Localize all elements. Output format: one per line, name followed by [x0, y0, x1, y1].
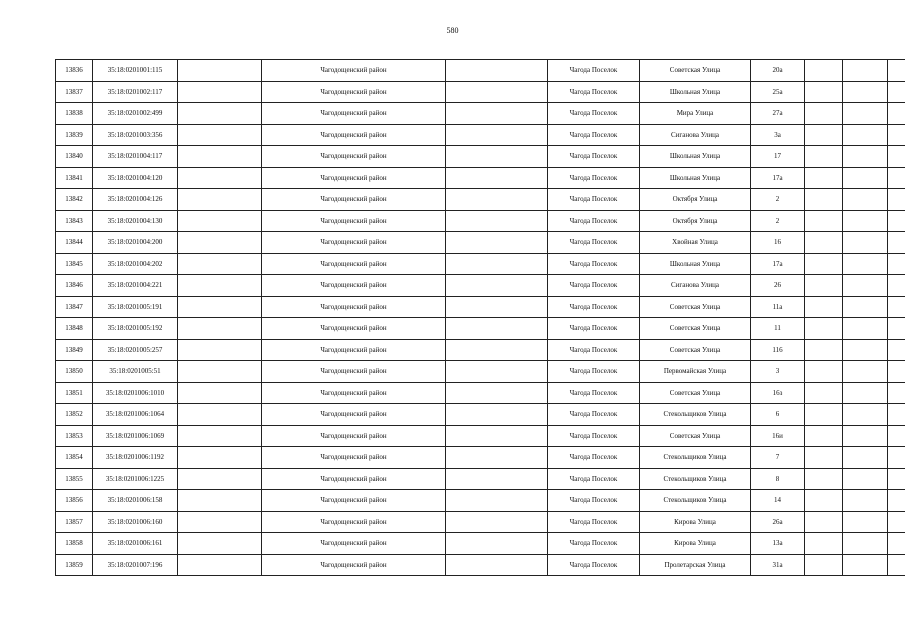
district-cell: Чагодощенский район: [262, 533, 446, 555]
settlement-cell: Чагода Поселок: [548, 296, 640, 318]
record-number-cell: 13849: [56, 339, 93, 361]
table-row: [56, 468, 905, 490]
record-number-cell: 13857: [56, 511, 93, 533]
blank-cell-b-cell: [446, 253, 548, 275]
blank-cell-c-cell: [805, 210, 843, 232]
street-cell: Советская Улица: [640, 425, 751, 447]
blank-cell-a-cell: [178, 167, 262, 189]
blank-cell-d-cell: [843, 339, 888, 361]
blank-cell-a-cell: [178, 296, 262, 318]
blank-cell-b-cell: [446, 361, 548, 383]
blank-cell-e-cell: [888, 382, 905, 404]
house-number-cell: 13а: [751, 533, 805, 555]
table-row: [56, 275, 905, 297]
street-cell: Первомайская Улица: [640, 361, 751, 383]
district-cell: Чагодощенский район: [262, 361, 446, 383]
settlement-cell: Чагода Поселок: [548, 275, 640, 297]
record-number-cell: 13844: [56, 232, 93, 254]
blank-cell-c-cell: [805, 275, 843, 297]
district-cell: Чагодощенский район: [262, 275, 446, 297]
cadastral-number-cell: 35:18:0201006:1192: [93, 447, 178, 469]
record-number-cell: 13852: [56, 404, 93, 426]
blank-cell-e-cell: [888, 425, 905, 447]
page-number: 580: [446, 26, 459, 35]
district-cell: Чагодощенский район: [262, 339, 446, 361]
blank-cell-c-cell: [805, 253, 843, 275]
blank-cell-b-cell: [446, 447, 548, 469]
blank-cell-e-cell: [888, 81, 905, 103]
cadastral-number-cell: 35:18:0201004:202: [93, 253, 178, 275]
blank-cell-e-cell: [888, 447, 905, 469]
blank-cell-b-cell: [446, 318, 548, 340]
record-number-cell: 13851: [56, 382, 93, 404]
blank-cell-d-cell: [843, 210, 888, 232]
settlement-cell: Чагода Поселок: [548, 210, 640, 232]
blank-cell-e-cell: [888, 253, 905, 275]
table-row: [56, 318, 905, 340]
district-cell: Чагодощенский район: [262, 146, 446, 168]
district-cell: Чагодощенский район: [262, 124, 446, 146]
settlement-cell: Чагода Поселок: [548, 81, 640, 103]
blank-cell-d-cell: [843, 124, 888, 146]
blank-cell-c-cell: [805, 232, 843, 254]
district-cell: Чагодощенский район: [262, 425, 446, 447]
district-cell: Чагодощенский район: [262, 554, 446, 576]
table-row: [56, 167, 905, 189]
street-cell: Школьная Улица: [640, 81, 751, 103]
table-row: [56, 490, 905, 512]
record-number-cell: 13839: [56, 124, 93, 146]
district-cell: Чагодощенский район: [262, 382, 446, 404]
record-number-cell: 13846: [56, 275, 93, 297]
blank-cell-b-cell: [446, 81, 548, 103]
cadastral-number-cell: 35:18:0201006:160: [93, 511, 178, 533]
blank-cell-c-cell: [805, 468, 843, 490]
record-number-cell: 13859: [56, 554, 93, 576]
house-number-cell: 3а: [751, 124, 805, 146]
blank-cell-c-cell: [805, 167, 843, 189]
record-number-cell: 13845: [56, 253, 93, 275]
blank-cell-a-cell: [178, 447, 262, 469]
cadastral-number-cell: 35:18:0201006:1225: [93, 468, 178, 490]
table-row: [56, 103, 905, 125]
blank-cell-c-cell: [805, 361, 843, 383]
settlement-cell: Чагода Поселок: [548, 361, 640, 383]
district-cell: Чагодощенский район: [262, 210, 446, 232]
table-row: [56, 554, 905, 576]
blank-cell-d-cell: [843, 81, 888, 103]
house-number-cell: 17: [751, 146, 805, 168]
blank-cell-d-cell: [843, 275, 888, 297]
settlement-cell: Чагода Поселок: [548, 189, 640, 211]
blank-cell-d-cell: [843, 232, 888, 254]
settlement-cell: Чагода Поселок: [548, 167, 640, 189]
blank-cell-a-cell: [178, 425, 262, 447]
blank-cell-d-cell: [843, 189, 888, 211]
blank-cell-c-cell: [805, 81, 843, 103]
blank-cell-d-cell: [843, 318, 888, 340]
cadastral-number-cell: 35:18:0201003:356: [93, 124, 178, 146]
house-number-cell: 16и: [751, 425, 805, 447]
blank-cell-c-cell: [805, 382, 843, 404]
district-cell: Чагодощенский район: [262, 103, 446, 125]
table-row: [56, 124, 905, 146]
record-number-cell: 13842: [56, 189, 93, 211]
blank-cell-a-cell: [178, 511, 262, 533]
cadastral-number-cell: 35:18:0201005:51: [93, 361, 178, 383]
blank-cell-d-cell: [843, 146, 888, 168]
house-number-cell: 6: [751, 404, 805, 426]
table-row: [56, 81, 905, 103]
table-row: [56, 296, 905, 318]
settlement-cell: Чагода Поселок: [548, 60, 640, 82]
cadastral-number-cell: 35:18:0201004:200: [93, 232, 178, 254]
settlement-cell: Чагода Поселок: [548, 318, 640, 340]
blank-cell-b-cell: [446, 232, 548, 254]
street-cell: Мира Улица: [640, 103, 751, 125]
blank-cell-b-cell: [446, 124, 548, 146]
district-cell: Чагодощенский район: [262, 189, 446, 211]
blank-cell-b-cell: [446, 404, 548, 426]
blank-cell-c-cell: [805, 124, 843, 146]
blank-cell-e-cell: [888, 189, 905, 211]
table-row: [56, 232, 905, 254]
blank-cell-c-cell: [805, 146, 843, 168]
settlement-cell: Чагода Поселок: [548, 511, 640, 533]
blank-cell-d-cell: [843, 511, 888, 533]
blank-cell-c-cell: [805, 554, 843, 576]
record-number-cell: 13853: [56, 425, 93, 447]
settlement-cell: Чагода Поселок: [548, 425, 640, 447]
cadastral-number-cell: 35:18:0201006:1010: [93, 382, 178, 404]
settlement-cell: Чагода Поселок: [548, 232, 640, 254]
blank-cell-a-cell: [178, 103, 262, 125]
district-cell: Чагодощенский район: [262, 296, 446, 318]
blank-cell-e-cell: [888, 339, 905, 361]
cadastral-number-cell: 35:18:0201005:191: [93, 296, 178, 318]
blank-cell-c-cell: [805, 103, 843, 125]
blank-cell-d-cell: [843, 60, 888, 82]
cadastral-number-cell: 35:18:0201005:192: [93, 318, 178, 340]
street-cell: Кирова Улица: [640, 511, 751, 533]
blank-cell-b-cell: [446, 425, 548, 447]
blank-cell-a-cell: [178, 318, 262, 340]
district-cell: Чагодощенский район: [262, 232, 446, 254]
table-row: [56, 425, 905, 447]
blank-cell-d-cell: [843, 425, 888, 447]
house-number-cell: 16: [751, 232, 805, 254]
cadastral-number-cell: 35:18:0201007:196: [93, 554, 178, 576]
blank-cell-a-cell: [178, 189, 262, 211]
blank-cell-a-cell: [178, 253, 262, 275]
cadastral-number-cell: 35:18:0201006:158: [93, 490, 178, 512]
settlement-cell: Чагода Поселок: [548, 468, 640, 490]
blank-cell-b-cell: [446, 210, 548, 232]
blank-cell-e-cell: [888, 296, 905, 318]
blank-cell-c-cell: [805, 60, 843, 82]
table-row: [56, 382, 905, 404]
blank-cell-d-cell: [843, 447, 888, 469]
house-number-cell: 14: [751, 490, 805, 512]
settlement-cell: Чагода Поселок: [548, 382, 640, 404]
blank-cell-d-cell: [843, 533, 888, 555]
blank-cell-b-cell: [446, 490, 548, 512]
district-cell: Чагодощенский район: [262, 404, 446, 426]
record-number-cell: 13841: [56, 167, 93, 189]
blank-cell-a-cell: [178, 361, 262, 383]
blank-cell-b-cell: [446, 189, 548, 211]
record-number-cell: 13843: [56, 210, 93, 232]
blank-cell-e-cell: [888, 554, 905, 576]
record-number-cell: 13855: [56, 468, 93, 490]
blank-cell-a-cell: [178, 232, 262, 254]
house-number-cell: 7: [751, 447, 805, 469]
street-cell: Советская Улица: [640, 296, 751, 318]
blank-cell-a-cell: [178, 554, 262, 576]
table-row: [56, 447, 905, 469]
blank-cell-e-cell: [888, 533, 905, 555]
blank-cell-a-cell: [178, 490, 262, 512]
blank-cell-d-cell: [843, 253, 888, 275]
blank-cell-d-cell: [843, 554, 888, 576]
cadastral-number-cell: 35:18:0201002:499: [93, 103, 178, 125]
settlement-cell: Чагода Поселок: [548, 554, 640, 576]
blank-cell-e-cell: [888, 275, 905, 297]
cadastral-number-cell: 35:18:0201006:1064: [93, 404, 178, 426]
street-cell: Школьная Улица: [640, 253, 751, 275]
street-cell: Школьная Улица: [640, 167, 751, 189]
table-row: [56, 533, 905, 555]
registry-body: [56, 60, 905, 576]
street-cell: Хвойная Улица: [640, 232, 751, 254]
record-number-cell: 13856: [56, 490, 93, 512]
street-cell: Стекольщиков Улица: [640, 447, 751, 469]
blank-cell-b-cell: [446, 275, 548, 297]
cadastral-number-cell: 35:18:0201001:115: [93, 60, 178, 82]
house-number-cell: 16з: [751, 382, 805, 404]
table-row: [56, 189, 905, 211]
house-number-cell: 26а: [751, 511, 805, 533]
settlement-cell: Чагода Поселок: [548, 124, 640, 146]
house-number-cell: 2: [751, 189, 805, 211]
house-number-cell: 11а: [751, 296, 805, 318]
blank-cell-e-cell: [888, 490, 905, 512]
blank-cell-e-cell: [888, 60, 905, 82]
blank-cell-a-cell: [178, 124, 262, 146]
settlement-cell: Чагода Поселок: [548, 339, 640, 361]
cadastral-number-cell: 35:18:0201004:130: [93, 210, 178, 232]
settlement-cell: Чагода Поселок: [548, 533, 640, 555]
blank-cell-d-cell: [843, 490, 888, 512]
street-cell: Советская Улица: [640, 60, 751, 82]
registry-table: [55, 59, 905, 576]
record-number-cell: 13838: [56, 103, 93, 125]
blank-cell-a-cell: [178, 382, 262, 404]
blank-cell-a-cell: [178, 275, 262, 297]
settlement-cell: Чагода Поселок: [548, 447, 640, 469]
blank-cell-b-cell: [446, 339, 548, 361]
blank-cell-b-cell: [446, 296, 548, 318]
house-number-cell: 20а: [751, 60, 805, 82]
street-cell: Стекольщиков Улица: [640, 404, 751, 426]
table-row: [56, 60, 905, 82]
record-number-cell: 13836: [56, 60, 93, 82]
table-row: [56, 361, 905, 383]
blank-cell-a-cell: [178, 210, 262, 232]
table-row: [56, 146, 905, 168]
blank-cell-b-cell: [446, 511, 548, 533]
street-cell: Советская Улица: [640, 318, 751, 340]
cadastral-number-cell: 35:18:0201006:161: [93, 533, 178, 555]
settlement-cell: Чагода Поселок: [548, 146, 640, 168]
record-number-cell: 13837: [56, 81, 93, 103]
house-number-cell: 2: [751, 210, 805, 232]
district-cell: Чагодощенский район: [262, 81, 446, 103]
blank-cell-b-cell: [446, 554, 548, 576]
house-number-cell: 3: [751, 361, 805, 383]
house-number-cell: 25а: [751, 81, 805, 103]
blank-cell-a-cell: [178, 404, 262, 426]
house-number-cell: 116: [751, 339, 805, 361]
street-cell: Стекольщиков Улица: [640, 490, 751, 512]
blank-cell-d-cell: [843, 404, 888, 426]
street-cell: Советская Улица: [640, 339, 751, 361]
blank-cell-c-cell: [805, 425, 843, 447]
house-number-cell: 27а: [751, 103, 805, 125]
settlement-cell: Чагода Поселок: [548, 103, 640, 125]
blank-cell-e-cell: [888, 146, 905, 168]
blank-cell-e-cell: [888, 361, 905, 383]
cadastral-number-cell: 35:18:0201004:221: [93, 275, 178, 297]
blank-cell-b-cell: [446, 103, 548, 125]
blank-cell-e-cell: [888, 167, 905, 189]
blank-cell-c-cell: [805, 189, 843, 211]
blank-cell-b-cell: [446, 468, 548, 490]
blank-cell-c-cell: [805, 533, 843, 555]
blank-cell-e-cell: [888, 468, 905, 490]
blank-cell-c-cell: [805, 490, 843, 512]
house-number-cell: 11: [751, 318, 805, 340]
street-cell: Сиганова Улица: [640, 275, 751, 297]
blank-cell-e-cell: [888, 318, 905, 340]
blank-cell-d-cell: [843, 103, 888, 125]
district-cell: Чагодощенский район: [262, 60, 446, 82]
blank-cell-c-cell: [805, 404, 843, 426]
blank-cell-a-cell: [178, 60, 262, 82]
record-number-cell: 13854: [56, 447, 93, 469]
house-number-cell: 8: [751, 468, 805, 490]
blank-cell-e-cell: [888, 511, 905, 533]
house-number-cell: 26: [751, 275, 805, 297]
table-row: [56, 210, 905, 232]
blank-cell-c-cell: [805, 318, 843, 340]
blank-cell-a-cell: [178, 81, 262, 103]
cadastral-number-cell: 35:18:0201004:126: [93, 189, 178, 211]
settlement-cell: Чагода Поселок: [548, 404, 640, 426]
district-cell: Чагодощенский район: [262, 490, 446, 512]
cadastral-number-cell: 35:18:0201004:120: [93, 167, 178, 189]
district-cell: Чагодощенский район: [262, 253, 446, 275]
blank-cell-a-cell: [178, 146, 262, 168]
blank-cell-b-cell: [446, 167, 548, 189]
record-number-cell: 13847: [56, 296, 93, 318]
street-cell: Пролетарская Улица: [640, 554, 751, 576]
blank-cell-c-cell: [805, 296, 843, 318]
house-number-cell: 17а: [751, 167, 805, 189]
district-cell: Чагодощенский район: [262, 468, 446, 490]
record-number-cell: 13840: [56, 146, 93, 168]
cadastral-number-cell: 35:18:0201004:117: [93, 146, 178, 168]
blank-cell-a-cell: [178, 533, 262, 555]
blank-cell-e-cell: [888, 124, 905, 146]
blank-cell-c-cell: [805, 447, 843, 469]
street-cell: Сиганова Улица: [640, 124, 751, 146]
district-cell: Чагодощенский район: [262, 167, 446, 189]
blank-cell-d-cell: [843, 296, 888, 318]
district-cell: Чагодощенский район: [262, 318, 446, 340]
record-number-cell: 13848: [56, 318, 93, 340]
blank-cell-a-cell: [178, 468, 262, 490]
blank-cell-c-cell: [805, 511, 843, 533]
street-cell: Стекольщиков Улица: [640, 468, 751, 490]
table-row: [56, 404, 905, 426]
blank-cell-d-cell: [843, 167, 888, 189]
settlement-cell: Чагода Поселок: [548, 490, 640, 512]
blank-cell-e-cell: [888, 404, 905, 426]
cadastral-number-cell: 35:18:0201002:117: [93, 81, 178, 103]
blank-cell-e-cell: [888, 210, 905, 232]
street-cell: Советская Улица: [640, 382, 751, 404]
cadastral-number-cell: 35:18:0201006:1069: [93, 425, 178, 447]
district-cell: Чагодощенский район: [262, 447, 446, 469]
blank-cell-e-cell: [888, 103, 905, 125]
blank-cell-b-cell: [446, 60, 548, 82]
blank-cell-d-cell: [843, 361, 888, 383]
cadastral-number-cell: 35:18:0201005:257: [93, 339, 178, 361]
blank-cell-b-cell: [446, 146, 548, 168]
blank-cell-a-cell: [178, 339, 262, 361]
blank-cell-b-cell: [446, 533, 548, 555]
district-cell: Чагодощенский район: [262, 511, 446, 533]
house-number-cell: 17а: [751, 253, 805, 275]
street-cell: Кирова Улица: [640, 533, 751, 555]
blank-cell-d-cell: [843, 468, 888, 490]
blank-cell-c-cell: [805, 339, 843, 361]
street-cell: Октября Улица: [640, 189, 751, 211]
street-cell: Октября Улица: [640, 210, 751, 232]
blank-cell-b-cell: [446, 382, 548, 404]
record-number-cell: 13850: [56, 361, 93, 383]
blank-cell-e-cell: [888, 232, 905, 254]
street-cell: Школьная Улица: [640, 146, 751, 168]
settlement-cell: Чагода Поселок: [548, 253, 640, 275]
record-number-cell: 13858: [56, 533, 93, 555]
house-number-cell: 31а: [751, 554, 805, 576]
table-row: [56, 253, 905, 275]
table-row: [56, 511, 905, 533]
blank-cell-d-cell: [843, 382, 888, 404]
table-row: [56, 339, 905, 361]
